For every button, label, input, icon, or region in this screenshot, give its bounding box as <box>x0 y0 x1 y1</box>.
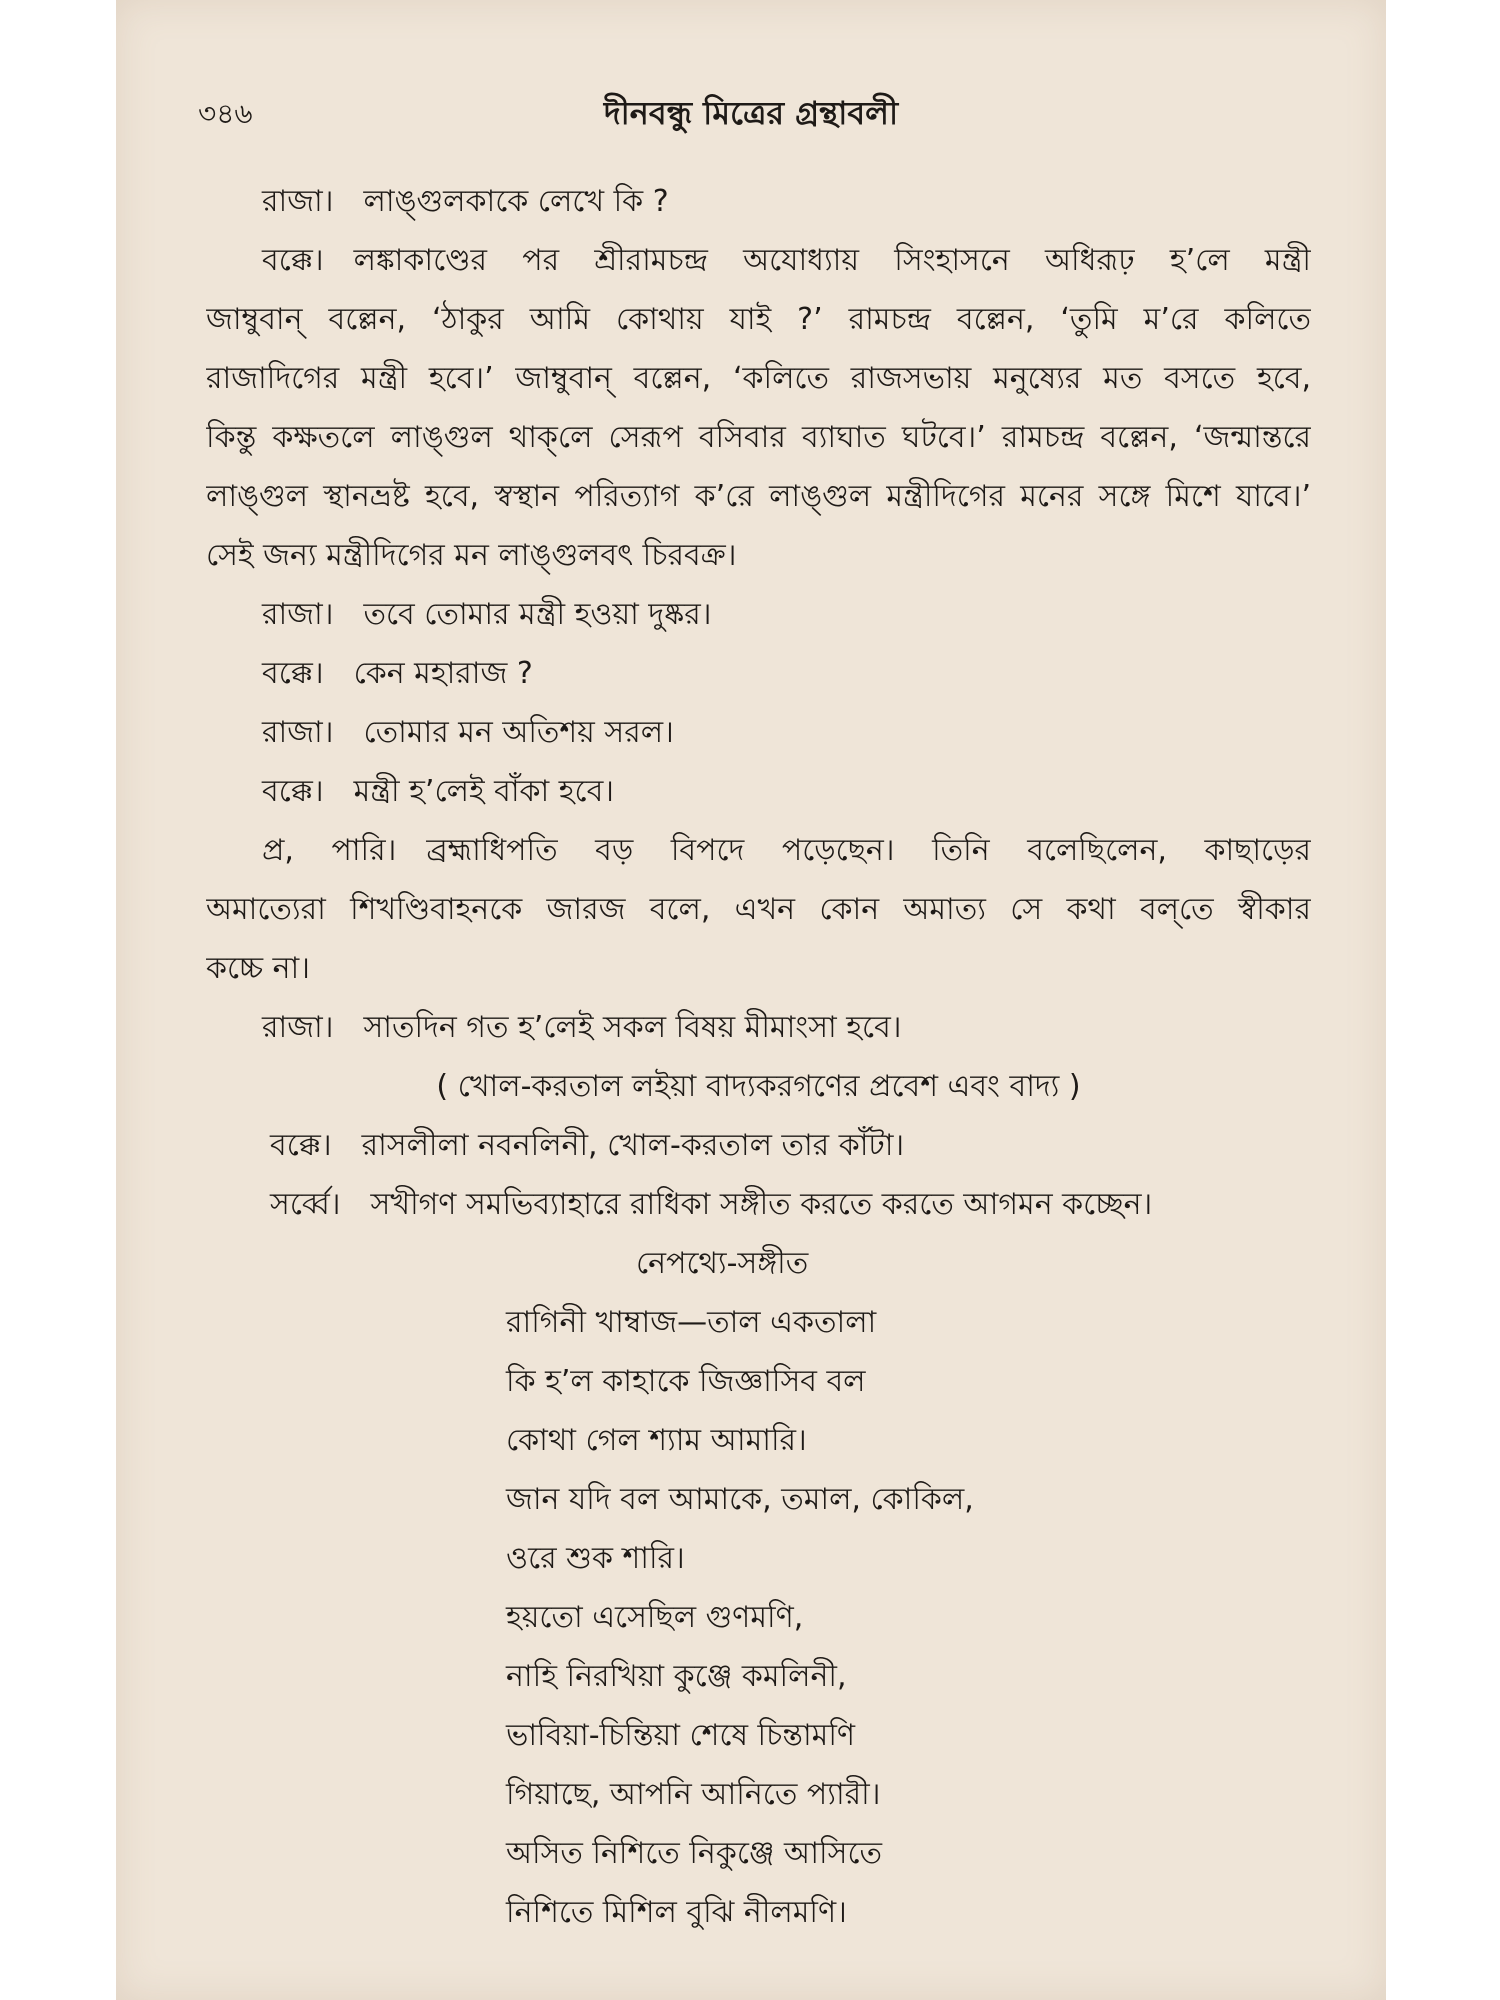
speaker: বক্কে। <box>262 774 324 809</box>
speaker: বক্কে। <box>270 1128 332 1163</box>
dialogue-line <box>206 762 1311 821</box>
text-line: রাজাদিগের মন্ত্রী হবে।’ জাম্বুবান্ বল্লেন, ‘কলিতে রাজসভায় মনুষ্যের মত বসতে হবে, <box>206 361 1311 396</box>
text-line: কিন্তু কক্ষতলে লাঙ্গুল থাক্‌লে সেরূপ বসিবার ব্যাঘাত ঘটবে।’ রামচন্দ্র বল্লেন, ‘জন্মান্তরে <box>206 420 1311 455</box>
dialogue-line <box>206 703 1311 762</box>
speaker: প্র, পারি। <box>262 833 397 868</box>
song-line: ভাবিয়া-চিন্তিয়া শেষে চিন্তামণি <box>506 1718 856 1753</box>
page-number: ৩৪৬ <box>198 97 253 130</box>
song-line: কোথা গেল শ্যাম আমারি। <box>506 1423 807 1458</box>
line-text: মন্ত্রী হ’লেই বাঁকা হবে। <box>353 774 614 809</box>
song-line: গিয়াছে, আপনি আনিতে প্যারী। <box>506 1777 881 1812</box>
line-text: লাঙ্গুলকাকে লেখে কি ? <box>363 184 669 219</box>
speaker: রাজা। <box>262 715 334 750</box>
song-line: অসিত নিশিতে নিকুঞ্জে আসিতে <box>506 1836 883 1871</box>
text-line: সেই জন্য মন্ত্রীদিগের মন লাঙ্গুলবৎ চিরবক্র। <box>206 538 737 573</box>
song-heading: নেপথ্যে-সঙ্গীত <box>636 1246 809 1281</box>
book-page <box>116 0 1386 2000</box>
page-body <box>206 172 1311 1942</box>
dialogue-line <box>206 998 1311 1057</box>
line-text: লঙ্কাকাণ্ডের পর শ্রীরামচন্দ্র অযোধ্যায় সিংহাসনে অধিরূঢ় হ’লে মন্ত্রী <box>353 243 1311 278</box>
speaker: রাজা। <box>262 184 334 219</box>
speaker: বক্কে। <box>262 243 324 278</box>
text-line: কচ্চে না। <box>206 951 310 986</box>
dialogue-line <box>206 1116 1311 1175</box>
song-line: রাগিনী খাম্বাজ—তাল একতালা <box>506 1305 877 1340</box>
speaker: বক্কে। <box>262 656 324 691</box>
dialogue-line <box>206 644 1311 703</box>
line-text: ব্রহ্মাধিপতি বড় বিপদে পড়েছেন। তিনি বলেছিলেন, কাছাড়ের <box>426 833 1311 868</box>
song-line: জান যদি বল আমাকে, তমাল, কোকিল, <box>506 1482 974 1517</box>
book-title: দীনবন্ধু মিত্রের গ্রন্থাবলী <box>603 94 899 132</box>
speaker: সর্ব্বে। <box>270 1187 341 1222</box>
dialogue-line <box>206 585 1311 644</box>
text-line: অমাত্যেরা শিখণ্ডিবাহনকে জারজ বলে, এখন কোন অমাত্য সে কথা বল্‌তে স্বীকার <box>206 892 1311 927</box>
song-line: ওরে শুক শারি। <box>506 1541 685 1576</box>
stage-direction: ( খোল-করতাল লইয়া বাদ্যকরগণের প্রবেশ এবং বাদ্য ) <box>436 1069 1081 1104</box>
dialogue-line <box>206 1175 1311 1234</box>
speaker: রাজা। <box>262 597 334 632</box>
line-text: কেন মহারাজ ? <box>353 656 533 691</box>
speaker: রাজা। <box>262 1010 334 1045</box>
song-line: নাহি নিরখিয়া কুঞ্জে কমলিনী, <box>506 1659 847 1694</box>
page-header <box>116 88 1386 138</box>
line-text: তোমার মন অতিশয় সরল। <box>363 715 674 750</box>
text-line: লাঙ্গুল স্থানভ্রষ্ট হবে, স্বস্থান পরিত্যাগ ক’রে লাঙ্গুল মন্ত্রীদিগের মনের সঙ্গে মিশে যাবে।’ <box>206 479 1311 514</box>
line-text: রাসলীলা নবনলিনী, খোল-করতাল তার কাঁটা। <box>361 1128 905 1163</box>
text-line: জাম্বুবান্ বল্লেন, ‘ঠাকুর আমি কোথায় যাই ?’ রামচন্দ্র বল্লেন, ‘তুমি ম’রে কলিতে <box>206 302 1311 337</box>
song-line: কি হ’ল কাহাকে জিজ্ঞাসিব বল <box>506 1364 866 1399</box>
song-line: হয়তো এসেছিল গুণমণি, <box>506 1600 804 1635</box>
dialogue-line <box>206 231 1311 290</box>
line-text: তবে তোমার মন্ত্রী হওয়া দুষ্কর। <box>363 597 712 632</box>
dialogue-line <box>206 172 1311 231</box>
line-text: সাতদিন গত হ’লেই সকল বিষয় মীমাংসা হবে। <box>363 1010 902 1045</box>
dialogue-line <box>206 821 1311 880</box>
song-line: নিশিতে মিশিল বুঝি নীলমণি। <box>506 1895 847 1930</box>
line-text: সখীগণ সমভিব্যাহারে রাধিকা সঙ্গীত করতে করতে আগমন কচ্ছেন। <box>370 1187 1153 1222</box>
